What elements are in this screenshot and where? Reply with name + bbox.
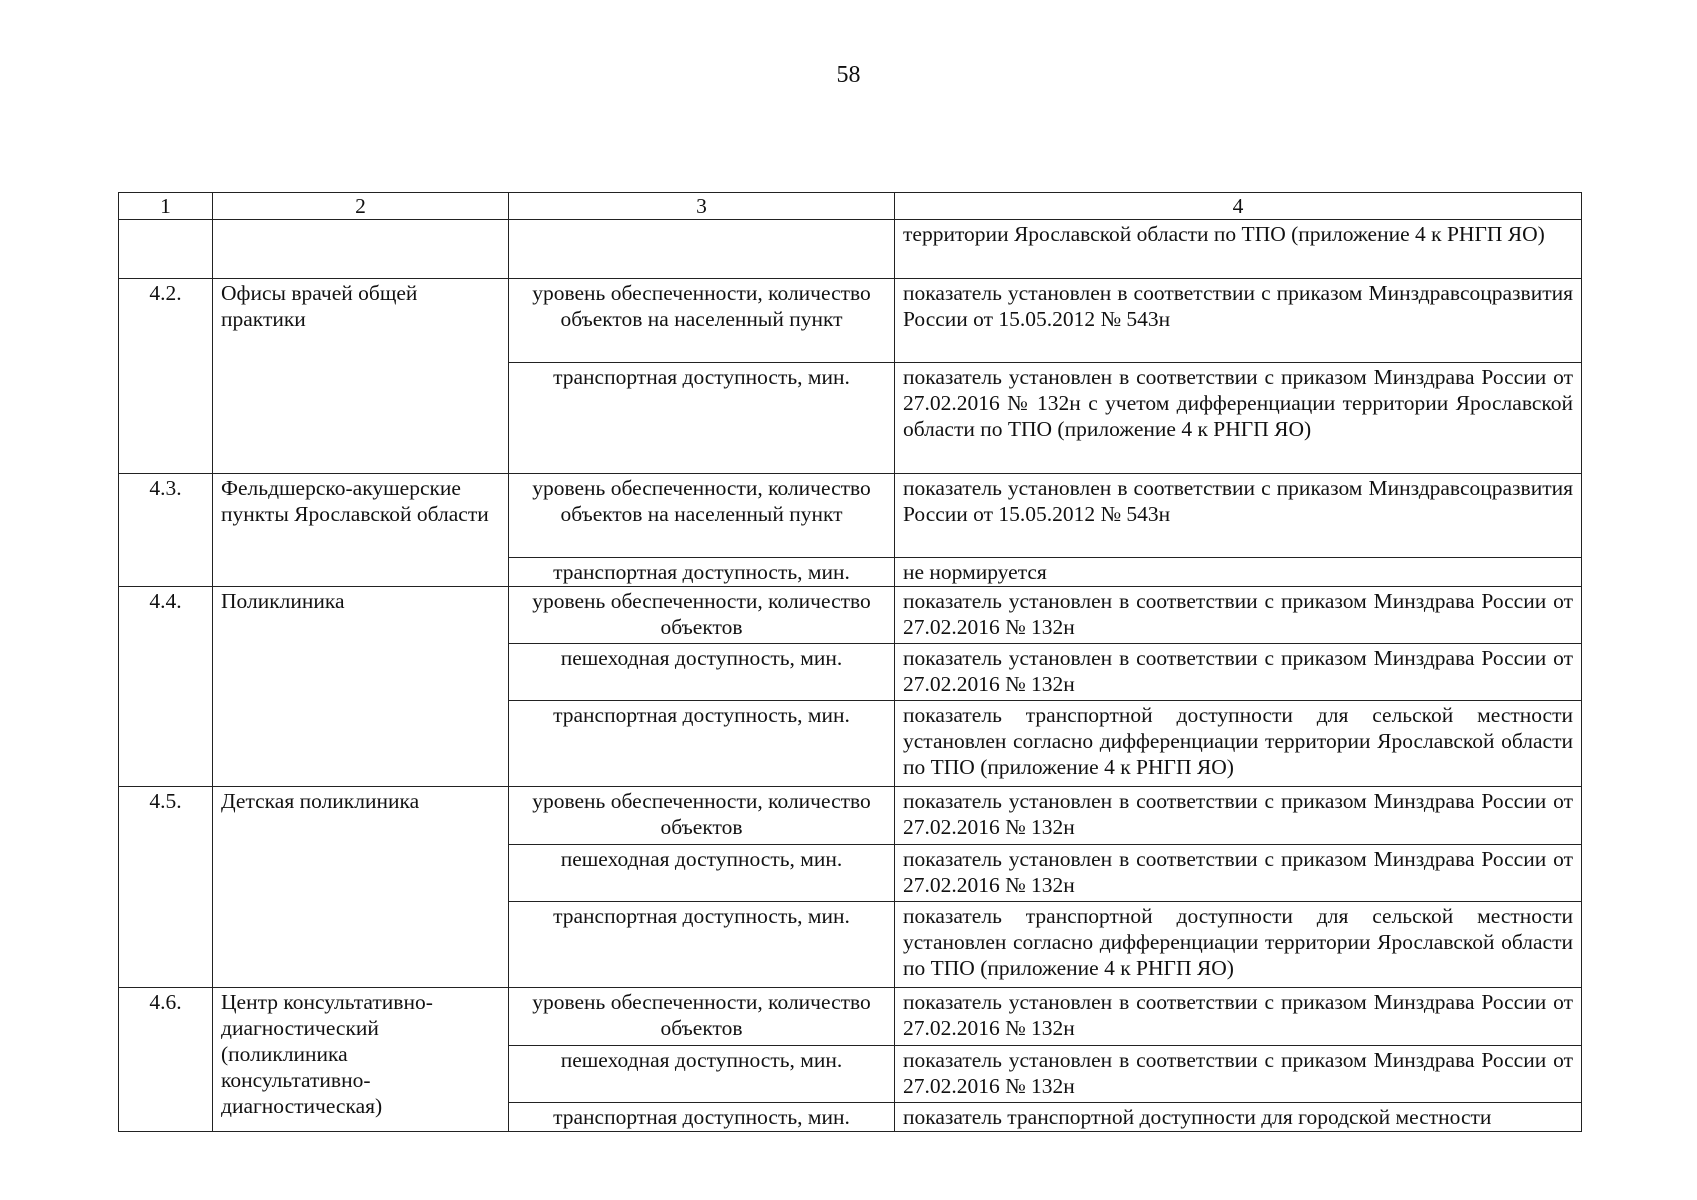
row-number: 4.2. <box>119 279 213 474</box>
facility-name: Поликлиника <box>213 586 509 787</box>
row-number: 4.3. <box>119 473 213 586</box>
row-number: 4.6. <box>119 988 213 1132</box>
column-header: 2 <box>213 193 509 220</box>
row-number: 4.4. <box>119 586 213 787</box>
table-row <box>119 586 1582 643</box>
value-cell: показатель установлен в соответствии с приказом Минздрава России от 27.02.2016 № 132н <box>895 787 1582 844</box>
facility-name: Фельдшерско-акушерские пункты Ярославской области <box>213 473 509 586</box>
column-header: 4 <box>895 193 1582 220</box>
standards-table <box>118 192 1582 1132</box>
column-header: 3 <box>509 193 895 220</box>
row-number: 4.5. <box>119 787 213 988</box>
facility-name: Детская поликлиника <box>213 787 509 988</box>
indicator-cell: уровень обеспеченности, количество объектов <box>509 988 895 1045</box>
indicator-cell: уровень обеспеченности, количество объектов <box>509 787 895 844</box>
table-header-row <box>119 193 1582 220</box>
table-row <box>119 219 1582 278</box>
facility-name: Офисы врачей общей практики <box>213 279 509 474</box>
value-cell: показатель транспортной доступности для городской местности <box>895 1103 1582 1132</box>
table-row <box>119 988 1582 1045</box>
value-cell: показатель транспортной доступности для сельской местности установлен согласно дифференциации территории Ярославской области по ТПО (приложение 4 к РНГП ЯО) <box>895 701 1582 787</box>
indicator-cell: транспортная доступность, мин. <box>509 363 895 474</box>
column-header: 1 <box>119 193 213 220</box>
indicator-cell: пешеходная доступность, мин. <box>509 1045 895 1102</box>
value-cell: не нормируется <box>895 557 1582 586</box>
table-row <box>119 279 1582 363</box>
value-cell: показатель установлен в соответствии с приказом Минздрава России от 27.02.2016 № 132н <box>895 844 1582 901</box>
indicator-cell <box>509 219 895 278</box>
value-cell: показатель установлен в соответствии с приказом Минздрава России от 27.02.2016 № 132н <box>895 586 1582 643</box>
indicator-cell: уровень обеспеченности, количество объектов <box>509 586 895 643</box>
value-cell: показатель установлен в соответствии с приказом Минздрава России от 27.02.2016 № 132н <box>895 643 1582 700</box>
table-row <box>119 787 1582 844</box>
value-cell: показатель установлен в соответствии с приказом Минздравсоцразвития России от 15.05.2012 № 543н <box>895 279 1582 363</box>
facility-name: Центр консультативно-диагностический (поликлиника консультативно-диагностическая) <box>213 988 509 1132</box>
indicator-cell: уровень обеспеченности, количество объектов на населенный пункт <box>509 279 895 363</box>
indicator-cell: пешеходная доступность, мин. <box>509 643 895 700</box>
indicator-cell: пешеходная доступность, мин. <box>509 844 895 901</box>
facility-name <box>213 219 509 278</box>
value-cell: территории Ярославской области по ТПО (приложение 4 к РНГП ЯО) <box>895 219 1582 278</box>
page-number: 58 <box>836 62 861 88</box>
indicator-cell: транспортная доступность, мин. <box>509 701 895 787</box>
indicator-cell: транспортная доступность, мин. <box>509 1103 895 1132</box>
table-row <box>119 473 1582 557</box>
indicator-cell: транспортная доступность, мин. <box>509 902 895 988</box>
row-number <box>119 219 213 278</box>
value-cell: показатель установлен в соответствии с приказом Минздрава России от 27.02.2016 № 132н с учетом дифференциации территории Ярославской области по ТПО (приложение 4 к РНГП ЯО) <box>895 363 1582 474</box>
value-cell: показатель установлен в соответствии с приказом Минздрава России от 27.02.2016 № 132н <box>895 1045 1582 1102</box>
indicator-cell: уровень обеспеченности, количество объектов на населенный пункт <box>509 473 895 557</box>
value-cell: показатель транспортной доступности для сельской местности установлен согласно дифференциации территории Ярославской области по ТПО (приложение 4 к РНГП ЯО) <box>895 902 1582 988</box>
value-cell: показатель установлен в соответствии с приказом Минздравсоцразвития России от 15.05.2012 № 543н <box>895 473 1582 557</box>
value-cell: показатель установлен в соответствии с приказом Минздрава России от 27.02.2016 № 132н <box>895 988 1582 1045</box>
indicator-cell: транспортная доступность, мин. <box>509 557 895 586</box>
